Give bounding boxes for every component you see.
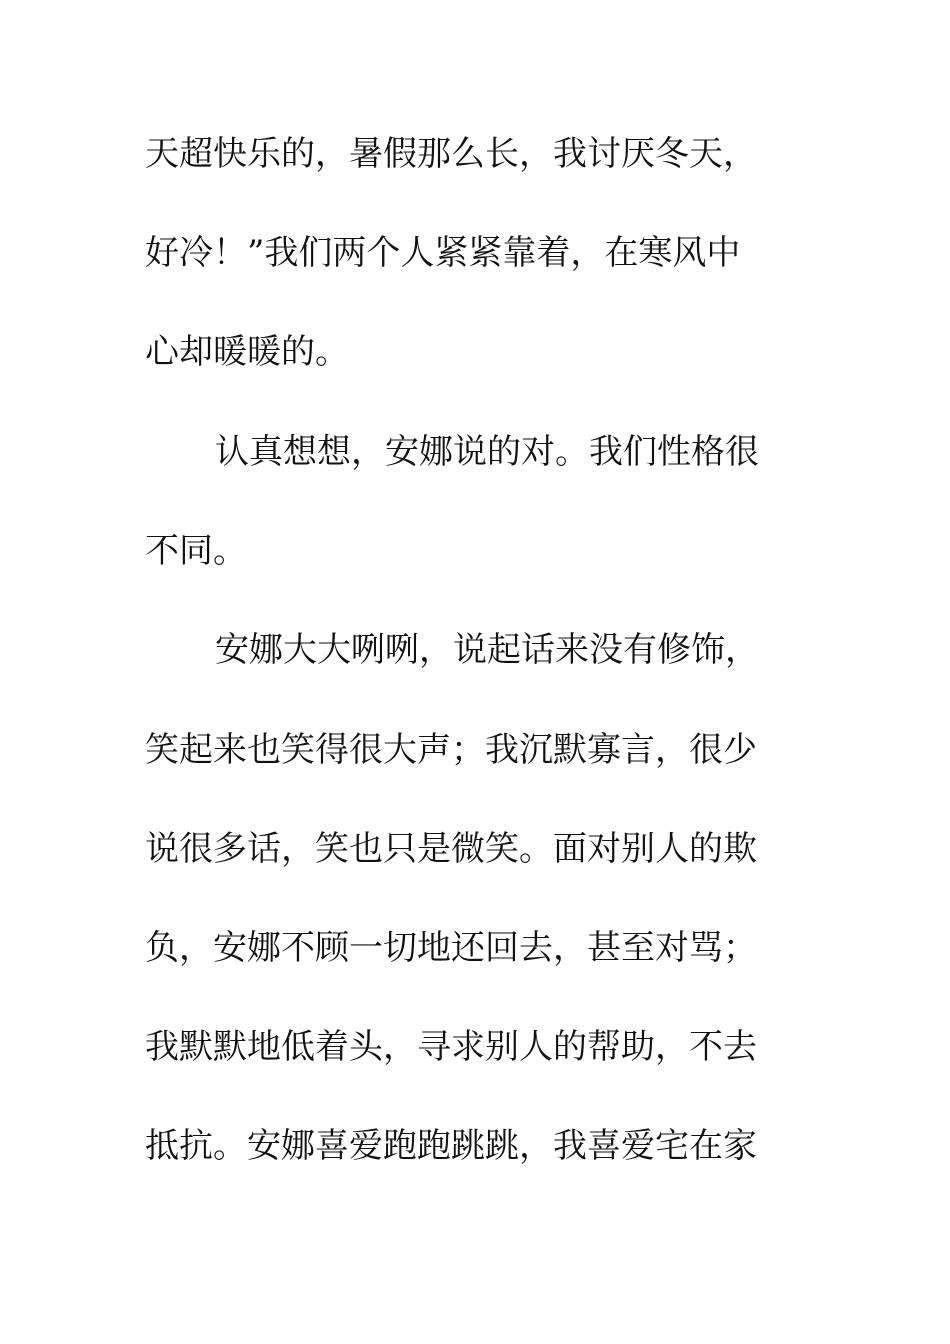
- paragraph-first-line: 认真想想，安娜说的对。我们性格很: [215, 432, 759, 472]
- text-line: 天超快乐的，暑假那么长，我讨厌冬天，: [145, 134, 757, 174]
- text-line: 负，安娜不顾一切地还回去，甚至对骂；: [145, 928, 757, 968]
- text-line: 我默默地低着头，寻求别人的帮助，不去: [145, 1027, 757, 1067]
- text-line: 抵抗。安娜喜爱跑跑跳跳，我喜爱宅在家: [145, 1126, 757, 1166]
- text-line: 心却暖暖的。: [145, 332, 349, 372]
- text-line: 好冷！”我们两个人紧紧靠着，在寒风中: [145, 233, 741, 273]
- text-line: 笑起来也笑得很大声；我沉默寡言，很少: [145, 730, 757, 770]
- text-line: 不同。: [145, 531, 247, 571]
- paragraph-first-line: 安娜大大咧咧，说起话来没有修饰，: [215, 630, 759, 670]
- text-line: 说很多话，笑也只是微笑。面对别人的欺: [145, 829, 757, 869]
